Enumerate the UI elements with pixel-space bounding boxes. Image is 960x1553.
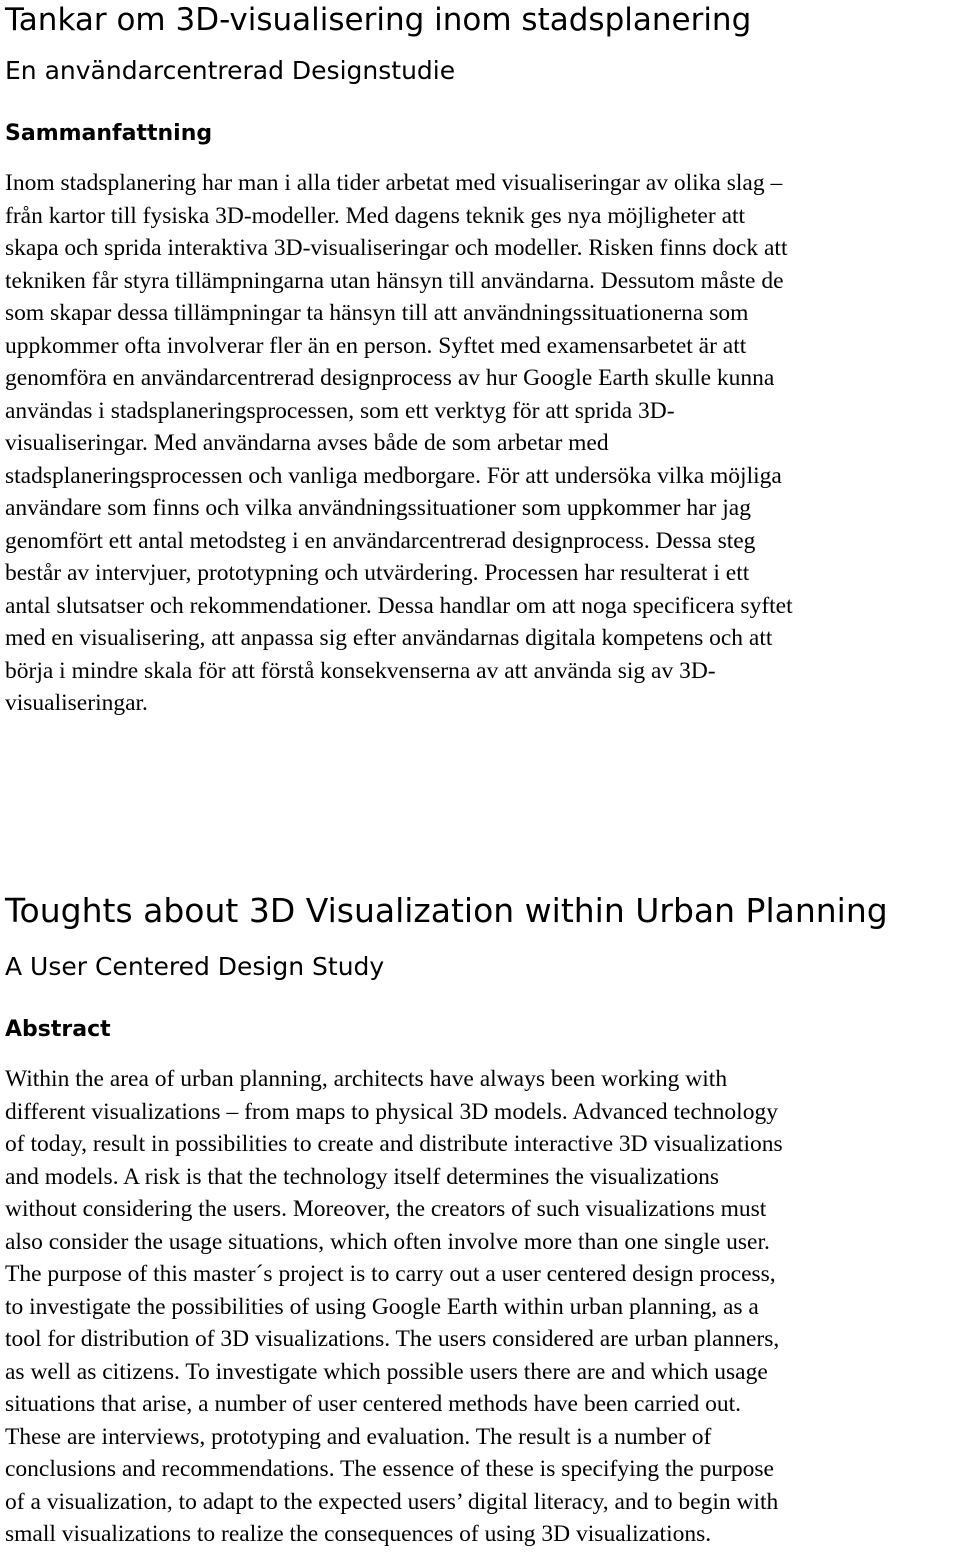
text-line: Inom stadsplanering har man i alla tider arbetat med visualiseringar av olika slag – — [5, 170, 783, 196]
text-line: and models. A risk is that the technology itself determines the visualizations — [5, 1163, 720, 1190]
text-line: of a visualization, to adapt to the expected users’ digital literacy, and to begin with — [5, 1488, 779, 1515]
text-line: visualiseringar. — [5, 690, 148, 716]
text-line: tool for distribution of 3D visualizations. The users considered are urban planners, — [5, 1326, 780, 1352]
swedish-summary-heading: Sammanfattning — [5, 121, 213, 146]
text-line: Within the area of urban planning, architects have always been working with — [5, 1066, 728, 1092]
text-line: antal slutsatser och rekommendationer. Dessa handlar om att noga specificera syftet — [5, 592, 793, 619]
text-line: från kartor till fysiska 3D-modeller. Med dagens teknik ges nya möjligheter att — [5, 202, 746, 229]
text-line: uppkommer ofta involverar fler än en person. Syftet med examensarbetet är att — [5, 332, 747, 359]
swedish-summary-body — [5, 167, 793, 720]
text-line: These are interviews, prototyping and evaluation. The result is a number of — [5, 1423, 712, 1450]
english-subtitle: A User Centered Design Study — [5, 952, 385, 981]
text-line: small visualizations to realize the consequences of using 3D visualizations. — [5, 1521, 712, 1547]
text-line: börja i mindre skala för att förstå konsekvenserna av att använda sig av 3D- — [5, 657, 716, 684]
text-line: The purpose of this master´s project is to carry out a user centered design process, — [5, 1261, 776, 1287]
english-abstract-body — [5, 1063, 783, 1551]
text-line: to investigate the possibilities of using Google Earth within urban planning, as a — [5, 1293, 759, 1320]
swedish-title: Tankar om 3D-visualisering inom stadsplanering — [5, 2, 752, 38]
text-line: as well as citizens. To investigate which possible users there are and which usage — [5, 1358, 768, 1385]
text-line: tekniken får styra tillämpningarna utan hänsyn till användarna. Dessutom måste de — [5, 267, 784, 294]
text-line: of today, result in possibilities to create and distribute interactive 3D visualizations — [5, 1131, 783, 1157]
swedish-subtitle: En användarcentrerad Designstudie — [5, 56, 456, 85]
text-line: different visualizations – from maps to physical 3D models. Advanced technology — [5, 1098, 778, 1125]
text-line: also consider the usage situations, which often involve more than one single user. — [5, 1228, 770, 1255]
text-line: without considering the users. Moreover, the creators of such visualizations must — [5, 1196, 767, 1222]
text-line: användas i stadsplaneringsprocessen, som ett verktyg för att sprida 3D- — [5, 397, 675, 424]
text-line: skapa och sprida interaktiva 3D-visualiseringar och modeller. Risken finns dock att — [5, 235, 788, 261]
text-line: conclusions and recommendations. The essence of these is specifying the purpose — [5, 1456, 774, 1482]
text-line: som skapar dessa tillämpningar ta hänsyn till att användningssituationerna som — [5, 300, 749, 326]
text-line: användare som finns och vilka användningssituationer som uppkommer har jag — [5, 495, 751, 521]
text-line: genomfört ett antal metodsteg i en användarcentrerad designprocess. Dessa steg — [5, 527, 756, 554]
english-abstract-heading: Abstract — [5, 1017, 111, 1042]
text-line: med en visualisering, att anpassa sig efter användarnas digitala kompetens och att — [5, 625, 773, 651]
text-line: stadsplaneringsprocessen och vanliga medborgare. För att undersöka vilka möjliga — [5, 462, 782, 489]
text-line: visualiseringar. Med användarna avses både de som arbetar med — [5, 430, 609, 456]
text-line: situations that arise, a number of user centered methods have been carried out. — [5, 1391, 742, 1417]
english-title: Toughts about 3D Visualization within Urban Planning — [5, 891, 888, 930]
text-line: består av intervjuer, prototypning och utvärdering. Processen har resulterat i ett — [5, 560, 750, 586]
text-line: genomföra en användarcentrerad designprocess av hur Google Earth skulle kunna — [5, 365, 775, 391]
